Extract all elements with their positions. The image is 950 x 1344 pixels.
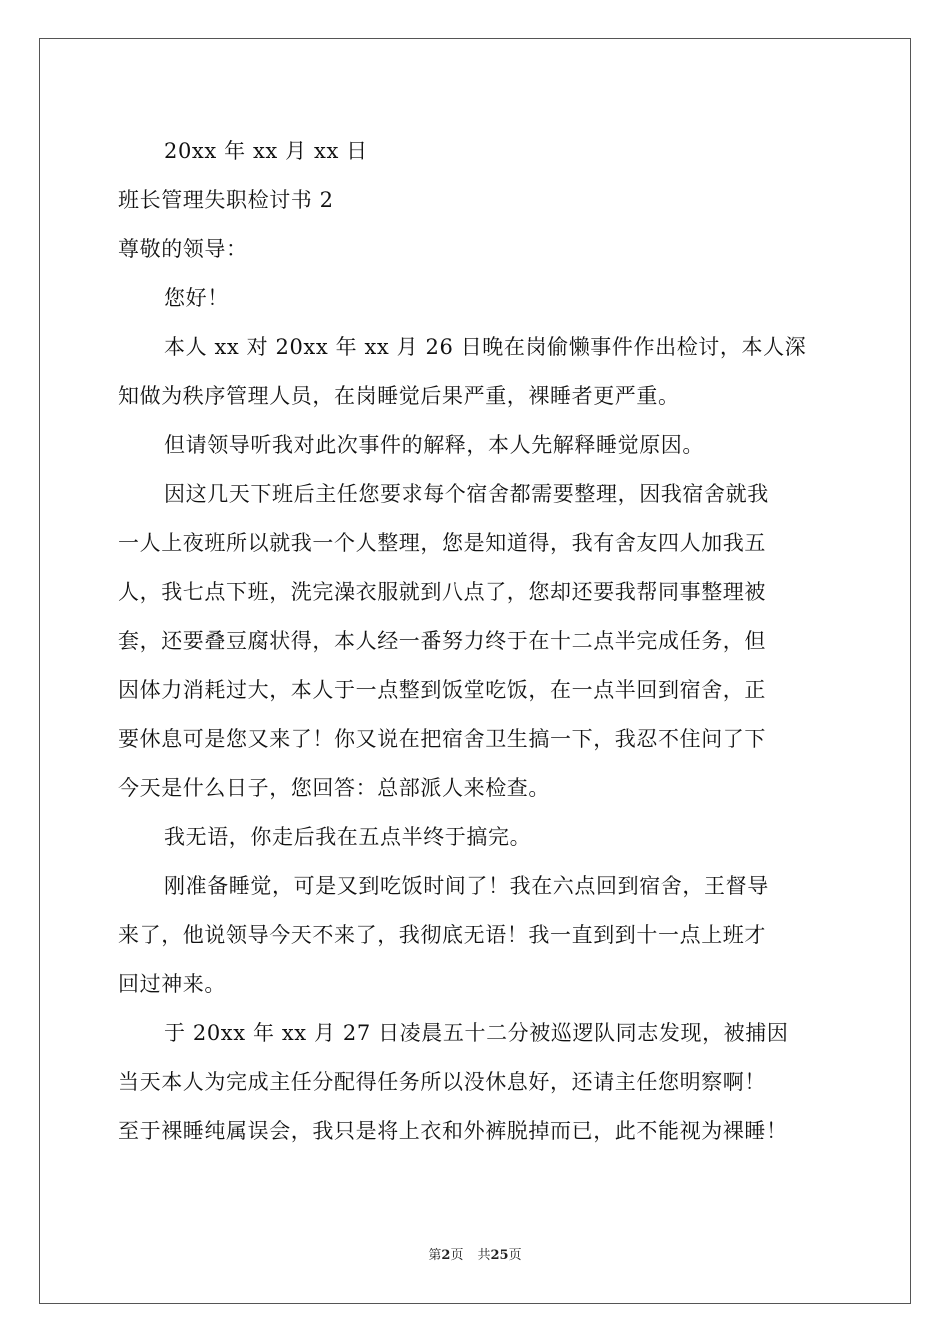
text-line: 我无语，你走后我在五点半终于搞完。	[164, 825, 532, 849]
text-line: 今天是什么日子，您回答：总部派人来检查。	[118, 776, 550, 800]
text-line: 当天本人为完成主任分配得任务所以没休息好，还请主任您明察啊！	[118, 1070, 766, 1094]
document-body	[118, 127, 838, 1156]
text-line: 但请领导听我对此次事件的解释，本人先解释睡觉原因。	[164, 433, 704, 457]
text-line: 至于裸睡纯属误会，我只是将上衣和外裤脱掉而已，此不能视为裸睡！	[118, 1119, 788, 1143]
text-line: 本人 xx 对 20xx 年 xx 月 26 日晚在岗偷懒事件作出检讨，本人深	[164, 335, 807, 359]
total-prefix: 共	[477, 1248, 491, 1263]
total-suffix: 页	[508, 1248, 522, 1263]
text-line: 20xx 年 xx 月 xx 日	[164, 139, 368, 163]
text-line: 因体力消耗过大，本人于一点整到饭堂吃饭，在一点半回到宿舍，正	[118, 678, 766, 702]
total-page-count: 25	[490, 1248, 509, 1263]
text-line: 人，我七点下班，洗完澡衣服就到八点了，您却还要我帮同事整理被	[118, 580, 766, 604]
page-suffix: 页	[450, 1248, 464, 1263]
text-line: 要休息可是您又来了！你又说在把宿舍卫生搞一下，我忍不住问了下	[118, 727, 766, 751]
text-line: 因这几天下班后主任您要求每个宿舍都需要整理，因我宿舍就我	[164, 482, 769, 506]
text-line: 尊敬的领导：	[118, 237, 248, 261]
text-line: 回过神来。	[118, 972, 226, 996]
page-footer	[0, 1246, 950, 1266]
text-line: 于 20xx 年 xx 月 27 日凌晨五十二分被巡逻队同志发现，被捕因	[164, 1021, 789, 1045]
text-line: 套，还要叠豆腐状得，本人经一番努力终于在十二点半完成任务，但	[118, 629, 766, 653]
text-line: 知做为秩序管理人员，在岗睡觉后果严重，裸睡者更严重。	[118, 384, 680, 408]
text-line: 来了，他说领导今天不来了，我彻底无语！我一直到到十一点上班才	[118, 923, 766, 947]
text-line: 班长管理失职检讨书 2	[118, 188, 334, 212]
page-prefix: 第	[428, 1248, 442, 1263]
current-page-number: 2	[441, 1248, 451, 1263]
text-line: 您好！	[164, 286, 229, 310]
text-line: 刚准备睡觉，可是又到吃饭时间了！我在六点回到宿舍，王督导	[164, 874, 769, 898]
text-line: 一人上夜班所以就我一个人整理，您是知道得，我有舍友四人加我五	[118, 531, 766, 555]
